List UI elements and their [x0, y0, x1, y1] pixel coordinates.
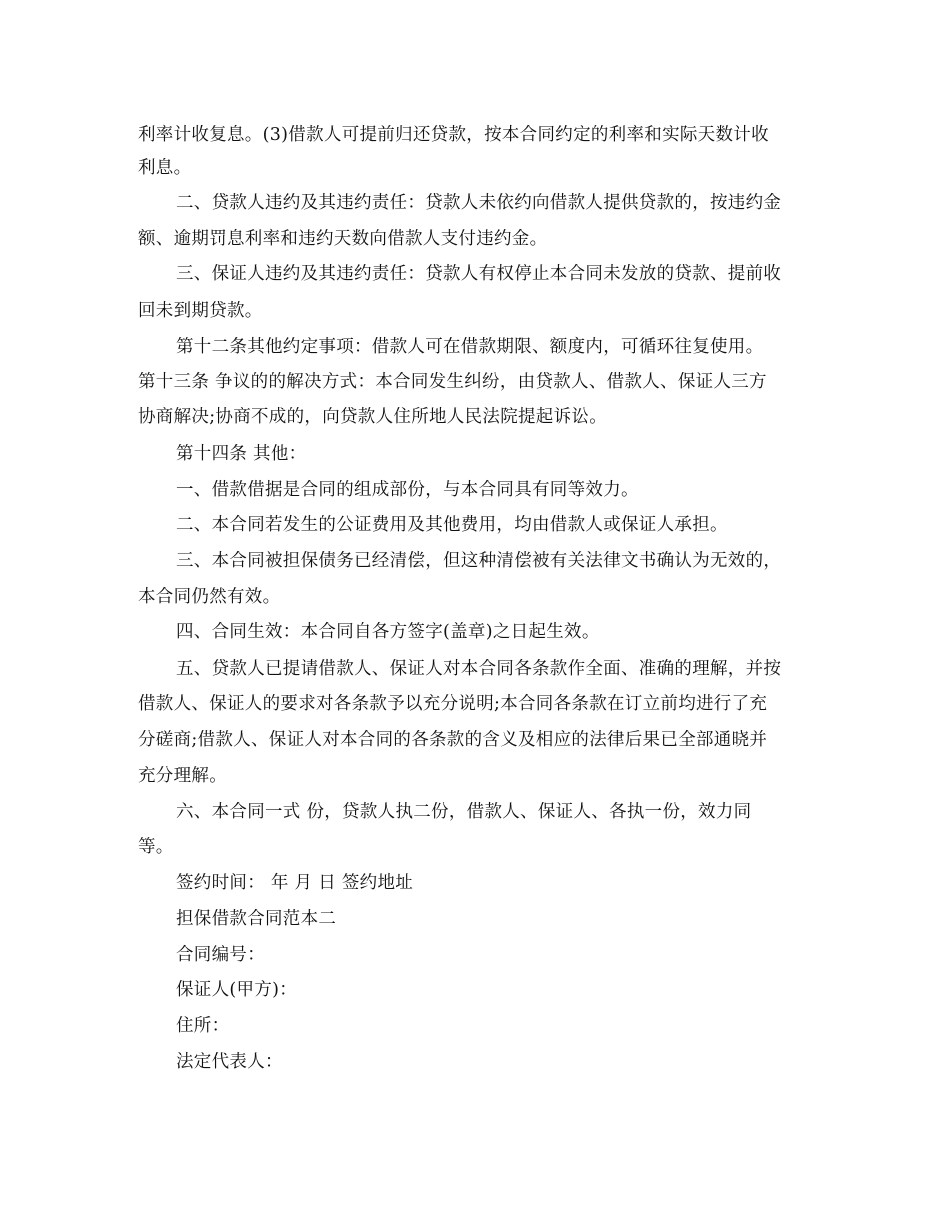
text-line: 法定代表人： [176, 1052, 283, 1072]
text-line: 利率计收复息。(3)借款人可提前归还贷款，按本合同约定的利率和实际天数计收 [138, 125, 769, 145]
text-line: 充分理解。 [138, 766, 227, 786]
text-line: 合同编号： [176, 945, 265, 965]
text-line: 等。 [138, 837, 174, 857]
text-line: 第十三条 争议的的解决方式：本合同发生纠纷，由贷款人、借款人、保证人三方 [138, 372, 767, 392]
text-line: 六、本合同一式 份，贷款人执二份，借款人、保证人、各执一份，效力同 [176, 802, 752, 822]
text-line: 额、逾期罚息利率和违约天数向借款人支付违约金。 [138, 229, 548, 249]
text-line: 二、本合同若发生的公证费用及其他费用，均由借款人或保证人承担。 [176, 515, 728, 535]
text-line: 一、借款借据是合同的组成部份，与本合同具有同等效力。 [176, 480, 639, 500]
text-line: 第十二条其他约定事项：借款人可在借款期限、额度内，可循环往复使用。 [176, 337, 764, 357]
text-line: 利息。 [138, 158, 192, 178]
text-line: 分磋商;借款人、保证人对本合同的各条款的含义及相应的法律后果已全部通晓并 [138, 730, 768, 750]
text-line: 二、贷款人违约及其违约责任：贷款人未依约向借款人提供贷款的，按违约金 [176, 193, 782, 213]
text-line: 协商解决;协商不成的，向贷款人住所地人民法院提起诉讼。 [138, 407, 607, 427]
text-line: 保证人(甲方)： [176, 980, 298, 1000]
text-line: 签约时间： 年 月 日 签约地址 [176, 873, 414, 893]
text-line: 本合同仍然有效。 [138, 587, 281, 607]
text-line: 三、本合同被担保债务已经清偿，但这种清偿被有关法律文书确认为无效的， [176, 551, 782, 571]
text-line: 住所： [176, 1016, 230, 1036]
text-line: 借款人、保证人的要求对各条款予以充分说明;本合同各条款在订立前均进行了充 [138, 694, 768, 714]
text-line: 第十四条 其他： [176, 444, 307, 464]
text-line: 四、合同生效：本合同自各方签字(盖章)之日起生效。 [176, 622, 600, 642]
text-line: 五、贷款人已提请借款人、保证人对本合同各条款作全面、准确的理解，并按 [176, 659, 782, 679]
text-line: 回未到期贷款。 [138, 301, 263, 321]
text-line: 担保借款合同范本二 [176, 909, 337, 929]
text-line: 三、保证人违约及其违约责任：贷款人有权停止本合同未发放的贷款、提前收 [176, 264, 782, 284]
